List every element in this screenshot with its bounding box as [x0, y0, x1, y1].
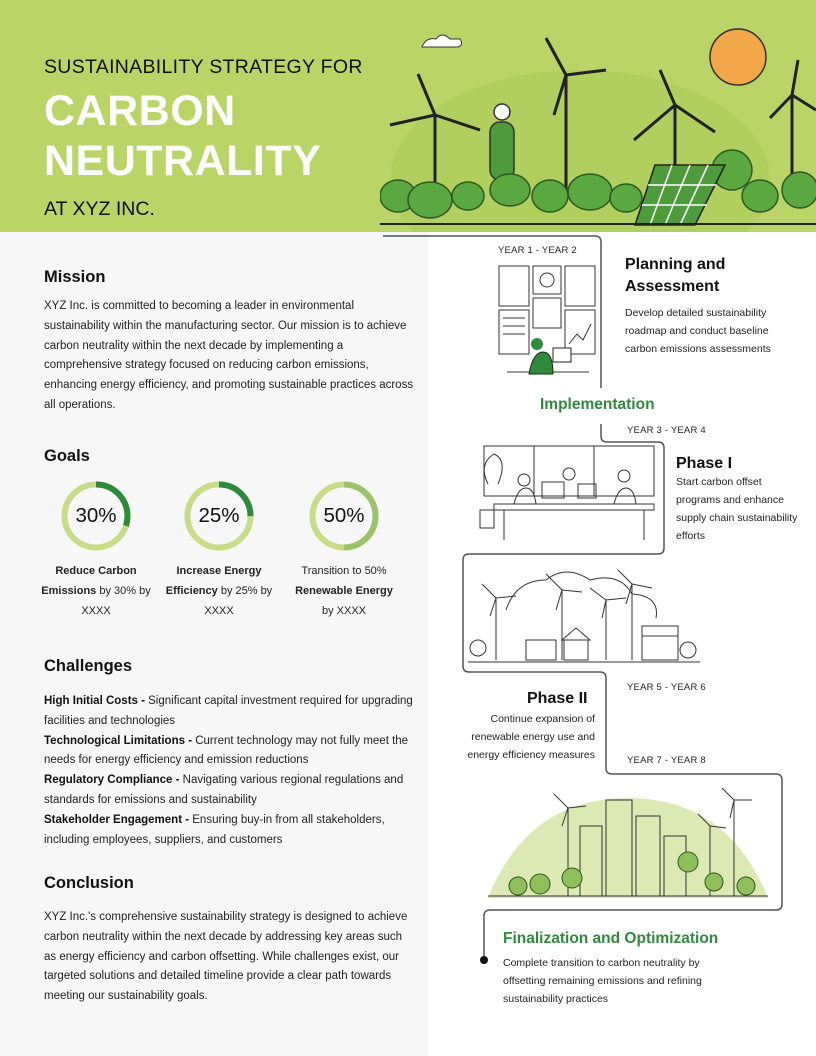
office-illustration	[474, 444, 664, 548]
conclusion-heading: Conclusion	[44, 874, 134, 892]
pre-title: SUSTAINABILITY STRATEGY FOR	[44, 56, 363, 78]
wind-town-illustration	[466, 560, 702, 668]
planning-description: Develop detailed sustainability roadmap and conduct baseline carbon emissions assessments	[625, 307, 771, 355]
mission-text: XYZ Inc. is committed to becoming a leader in environmental sustainability within the manufacturing sector. Our mission is to achieve carbon neutrality within the next decade by implementing a comprehensive strategy focused on reducing carbon emissions, enhancing energy efficiency, and promoting sustainable practices across all operations.	[44, 300, 414, 411]
phase1-title: Phase I	[676, 455, 733, 472]
goal-value: 50%	[323, 504, 365, 527]
subtitle: AT XYZ INC.	[44, 198, 155, 220]
list-item: Stakeholder Engagement - Ensuring buy-in from all stakeholders, including employees, suppliers, and customers	[44, 813, 385, 846]
phase2-description: Continue expansion of renewable energy use and energy efficiency measures	[467, 713, 595, 761]
goal-description: Transition to 50% Renewable Energy by XXXX	[295, 565, 393, 617]
implementation-title: Implementation	[540, 396, 655, 413]
timeline-end-dot	[480, 956, 488, 964]
list-item: Technological Limitations - Current technology may not fully meet the needs for energy efficiency and emission reductions	[44, 734, 409, 767]
conclusion-text: XYZ Inc.'s comprehensive sustainability strategy is designed to achieve carbon neutrality within the next decade by addressing key areas such as energy efficiency and carbon offsetting. While challenges exist, our targeted solutions and detailed timeline provide a clear path towards meeting our sustainability goals.	[44, 911, 408, 1003]
green-city-illustration	[484, 786, 772, 902]
final-years: YEAR 7 - YEAR 8	[627, 755, 706, 766]
goal-description: Increase Energy Efficiency by 25% by XXXX	[165, 565, 273, 617]
goal-value: 30%	[75, 504, 117, 527]
goals-heading: Goals	[44, 447, 90, 465]
planning-illustration	[497, 264, 597, 384]
phase1-description: Start carbon offset programs and enhance supply chain sustainability efforts	[676, 476, 798, 542]
final-description: Complete transition to carbon neutrality by offsetting remaining emissions and refining sustainability practices	[503, 957, 702, 1005]
list-item: High Initial Costs - Significant capital investment required for upgrading facilities and technologies	[44, 695, 413, 727]
title-line-2: NEUTRALITY	[44, 137, 322, 185]
goal-description: Reduce Carbon Emissions by 30% by XXXX	[41, 565, 151, 617]
planning-years: YEAR 1 - YEAR 2	[498, 245, 577, 256]
challenges-heading: Challenges	[44, 657, 133, 675]
title-line-1: CARBON	[44, 87, 236, 135]
final-title: Finalization and Optimization	[503, 930, 719, 947]
mission-heading: Mission	[44, 268, 106, 286]
goal-value: 25%	[198, 504, 240, 527]
phase2-years: YEAR 5 - YEAR 6	[627, 682, 706, 693]
list-item: Regulatory Compliance - Navigating various regional regulations and standards for emissions and sustainability	[44, 774, 404, 806]
phase2-title: Phase II	[527, 690, 588, 707]
planning-title: Planning and Assessment	[625, 256, 726, 295]
phase1-years: YEAR 3 - YEAR 4	[627, 425, 706, 436]
